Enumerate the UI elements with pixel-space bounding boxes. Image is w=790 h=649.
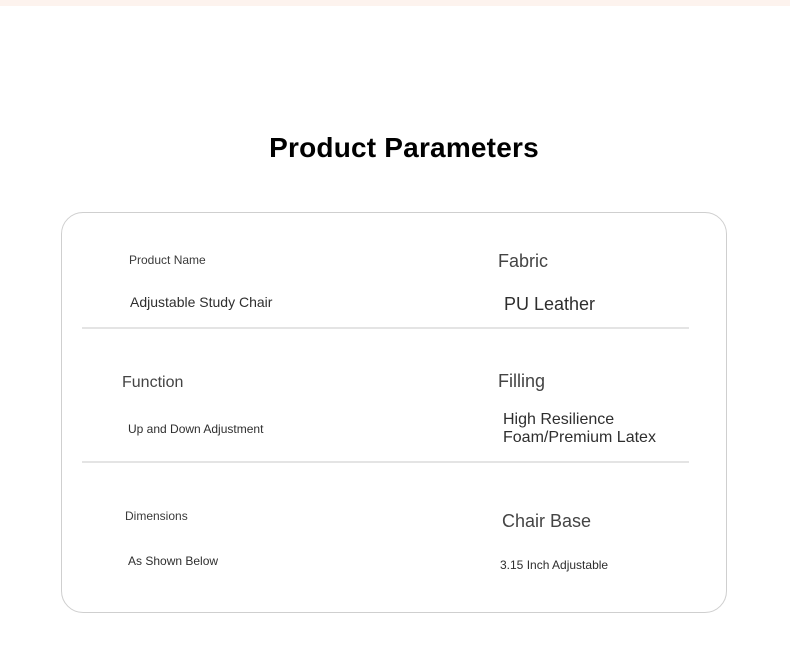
product-name-value: Adjustable Study Chair	[130, 294, 273, 310]
dimensions-value: As Shown Below	[128, 554, 219, 568]
dimensions-label: Dimensions	[125, 509, 188, 523]
chair-base-label: Chair Base	[502, 511, 592, 531]
filling-value: High Resilience Foam/Premium Latex	[503, 411, 656, 446]
top-strip	[0, 0, 790, 6]
function-value: Up and Down Adjustment	[128, 422, 264, 436]
page-title: Product Parameters	[269, 132, 539, 163]
filling-label: Filling	[498, 371, 546, 391]
function-label: Function	[122, 374, 184, 391]
fabric-value: PU Leather	[504, 294, 596, 314]
row-divider	[82, 461, 689, 463]
row-divider	[82, 327, 689, 329]
product-name-label: Product Name	[129, 253, 206, 267]
fabric-label: Fabric	[498, 251, 549, 271]
chair-base-value: 3.15 Inch Adjustable	[500, 558, 609, 572]
